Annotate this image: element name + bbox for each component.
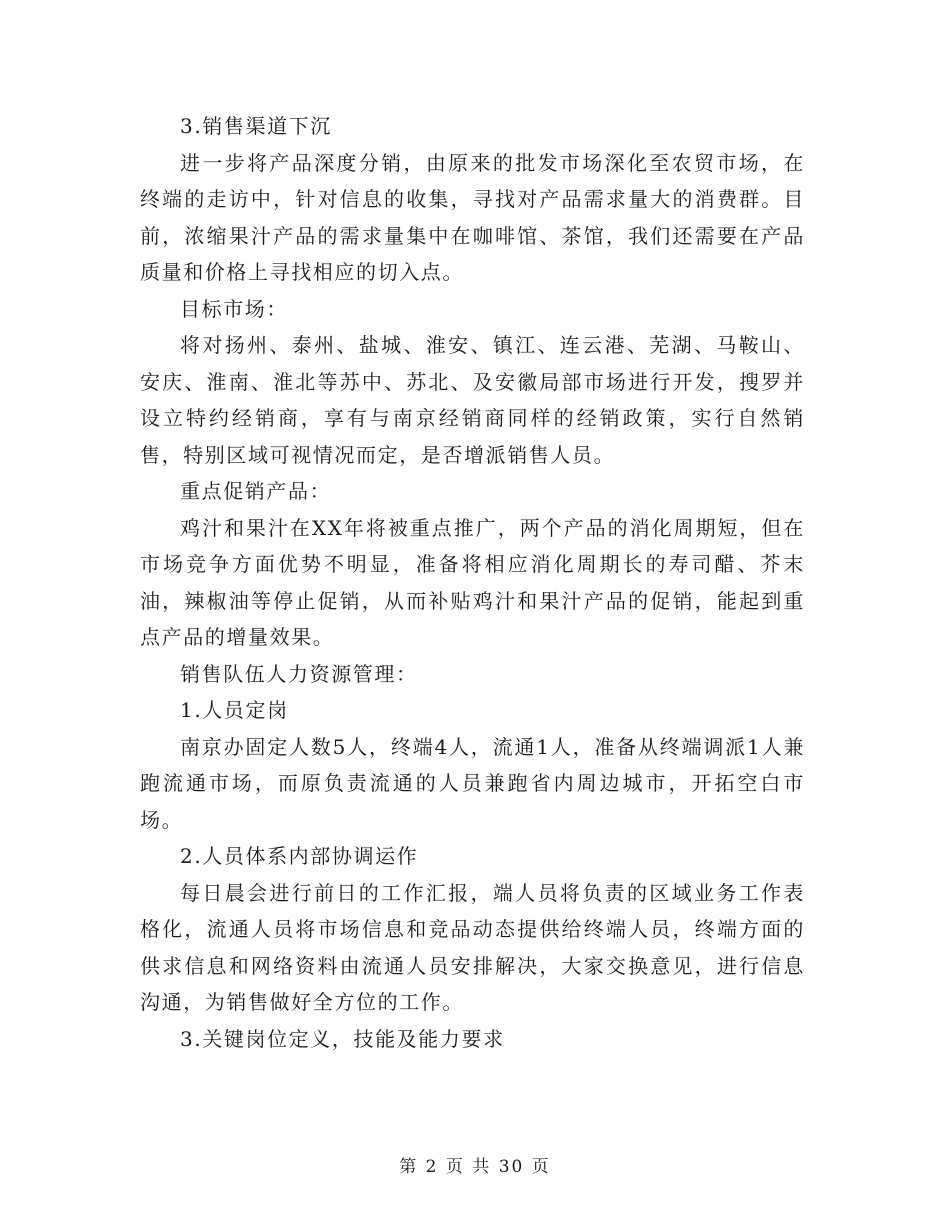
subheading-staffing: 1.人员定岗 [180,698,289,722]
section-heading-key-promotion: 重点促销产品： [180,479,332,503]
paragraph-channel-distribution: 进一步将产品深度分销，由原来的批发市场深化至农贸市场，在终端的走访中，针对信息的收集，寻找对产品需求量大的消费群。目前，浓缩果汁产品的需求量集中在咖啡馆、茶馆，我们还需要在产品质量和价格上寻找相应的切入点。 [140,150,805,284]
section-heading-hr-management: 销售队伍人力资源管理： [180,661,418,686]
section-heading-channel-sinking: 3.销售渠道下沉 [180,114,332,138]
subheading-key-positions: 3.关键岗位定义，技能及能力要求 [180,1026,505,1051]
page-number-footer: 第 2 页 共 30 页 [399,1157,551,1177]
section-heading-target-market: 目标市场： [180,296,288,321]
paragraph-staffing: 南京办固定人数5人，终端4人，流通1人，准备从终端调派1人兼跑流通市场，而原负责流通的人员兼跑省内周边城市，开拓空白市场。 [140,734,805,832]
subheading-coordination: 2.人员体系内部协调运作 [180,844,419,868]
document-body [140,108,805,1057]
paragraph-coordination: 每日晨会进行前日的工作汇报，端人员将负责的区域业务工作表格化，流通人员将市场信息和竞品动态提供给终端人员，终端方面的供求信息和网络资料由流通人员安排解决，大家交换意见，进行信息沟通，为销售做好全方位的工作。 [140,880,805,1014]
paragraph-key-promotion: 鸡汁和果汁在XX年将被重点推广，两个产品的消化周期短，但在市场竞争方面优势不明显，准备将相应消化周期长的寿司醋、芥末油，辣椒油等停止促销，从而补贴鸡汁和果汁产品的促销，能起到重点产品的增量效果。 [140,515,805,649]
paragraph-target-market: 将对扬州、泰州、盐城、淮安、镇江、连云港、芜湖、马鞍山、安庆、淮南、淮北等苏中、苏北、及安徽局部市场进行开发，搜罗并设立特约经销商，享有与南京经销商同样的经销政策，实行自然销售，特别区域可视情况而定，是否增派销售人员。 [140,333,805,467]
